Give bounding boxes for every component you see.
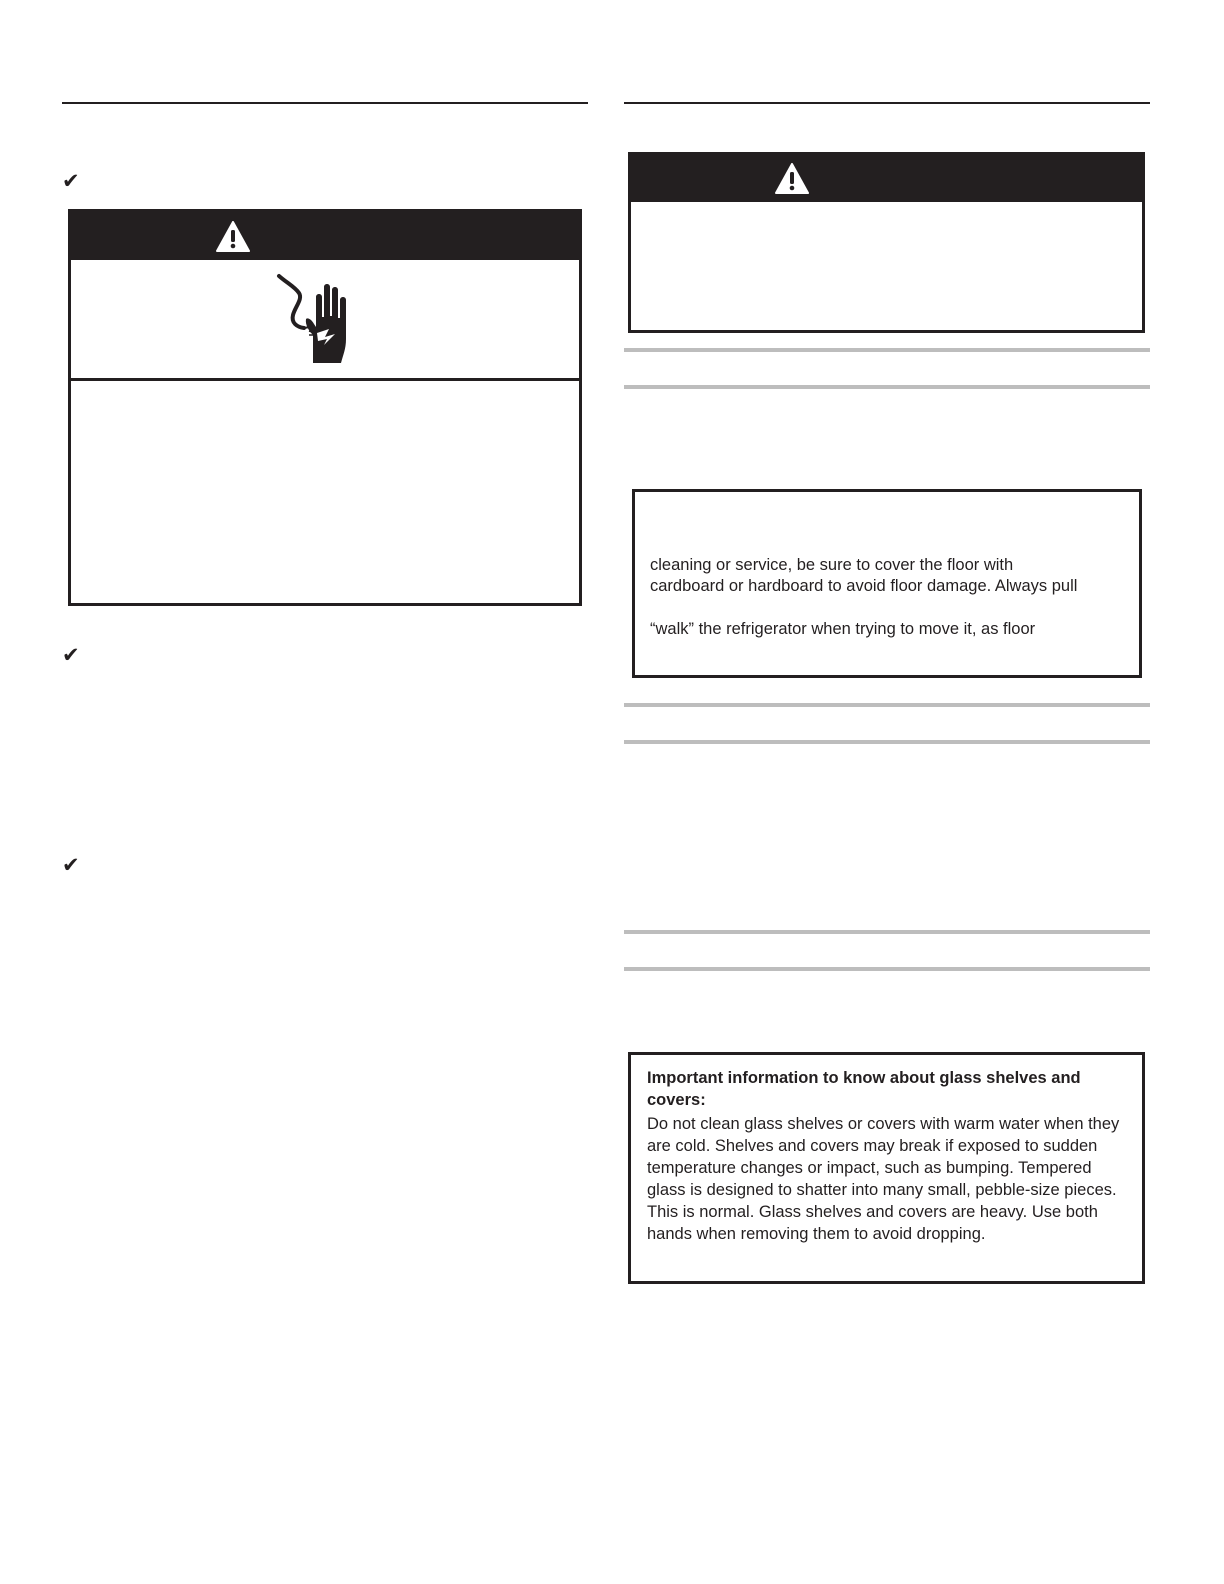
- floor-notice-line: “walk” the refrigerator when trying to move it, as floor: [650, 620, 1036, 638]
- floor-notice-line: cardboard or hardboard to avoid floor damage. Always pull: [650, 577, 1078, 595]
- glass-notice-body: Do not clean glass shelves or covers with warm water when they are cold. Shelves and covers may break if exposed to sudden temperature changes or impact, such as bumping. Tempered glass is designed to shatter into many small, pebble-size pieces. This is normal. Glass shelves and covers are heavy. Use both hands when removing them to avoid dropping.: [647, 1115, 1120, 1243]
- checkmark-icon: ✔: [62, 854, 80, 877]
- checkmark-icon: ✔: [62, 644, 80, 667]
- section-divider: [624, 703, 1150, 707]
- warning-box: [628, 152, 1145, 333]
- warning-triangle-icon: [216, 221, 250, 252]
- glass-shelves-notice: [628, 1052, 1145, 1284]
- right-column-top-rule: [624, 102, 1150, 104]
- section-divider: [624, 348, 1150, 352]
- checkmark-icon: ✔: [62, 170, 80, 193]
- shock-warning-header: [71, 212, 579, 260]
- warning-triangle-icon: [775, 163, 809, 194]
- warning-header: [631, 155, 1142, 202]
- section-divider: [624, 740, 1150, 744]
- shock-warning-box: [68, 209, 582, 606]
- section-divider: [624, 385, 1150, 389]
- glass-notice-heading: Important information to know about glass shelves and covers:: [647, 1069, 1081, 1109]
- shock-pictogram-area: [71, 260, 579, 381]
- section-divider: [624, 930, 1150, 934]
- section-divider: [624, 967, 1150, 971]
- electrical-shock-hand-icon: [273, 273, 363, 365]
- left-column-top-rule: [62, 102, 588, 104]
- floor-protection-notice: [632, 489, 1142, 678]
- floor-notice-line: cleaning or service, be sure to cover the floor with: [650, 556, 1014, 574]
